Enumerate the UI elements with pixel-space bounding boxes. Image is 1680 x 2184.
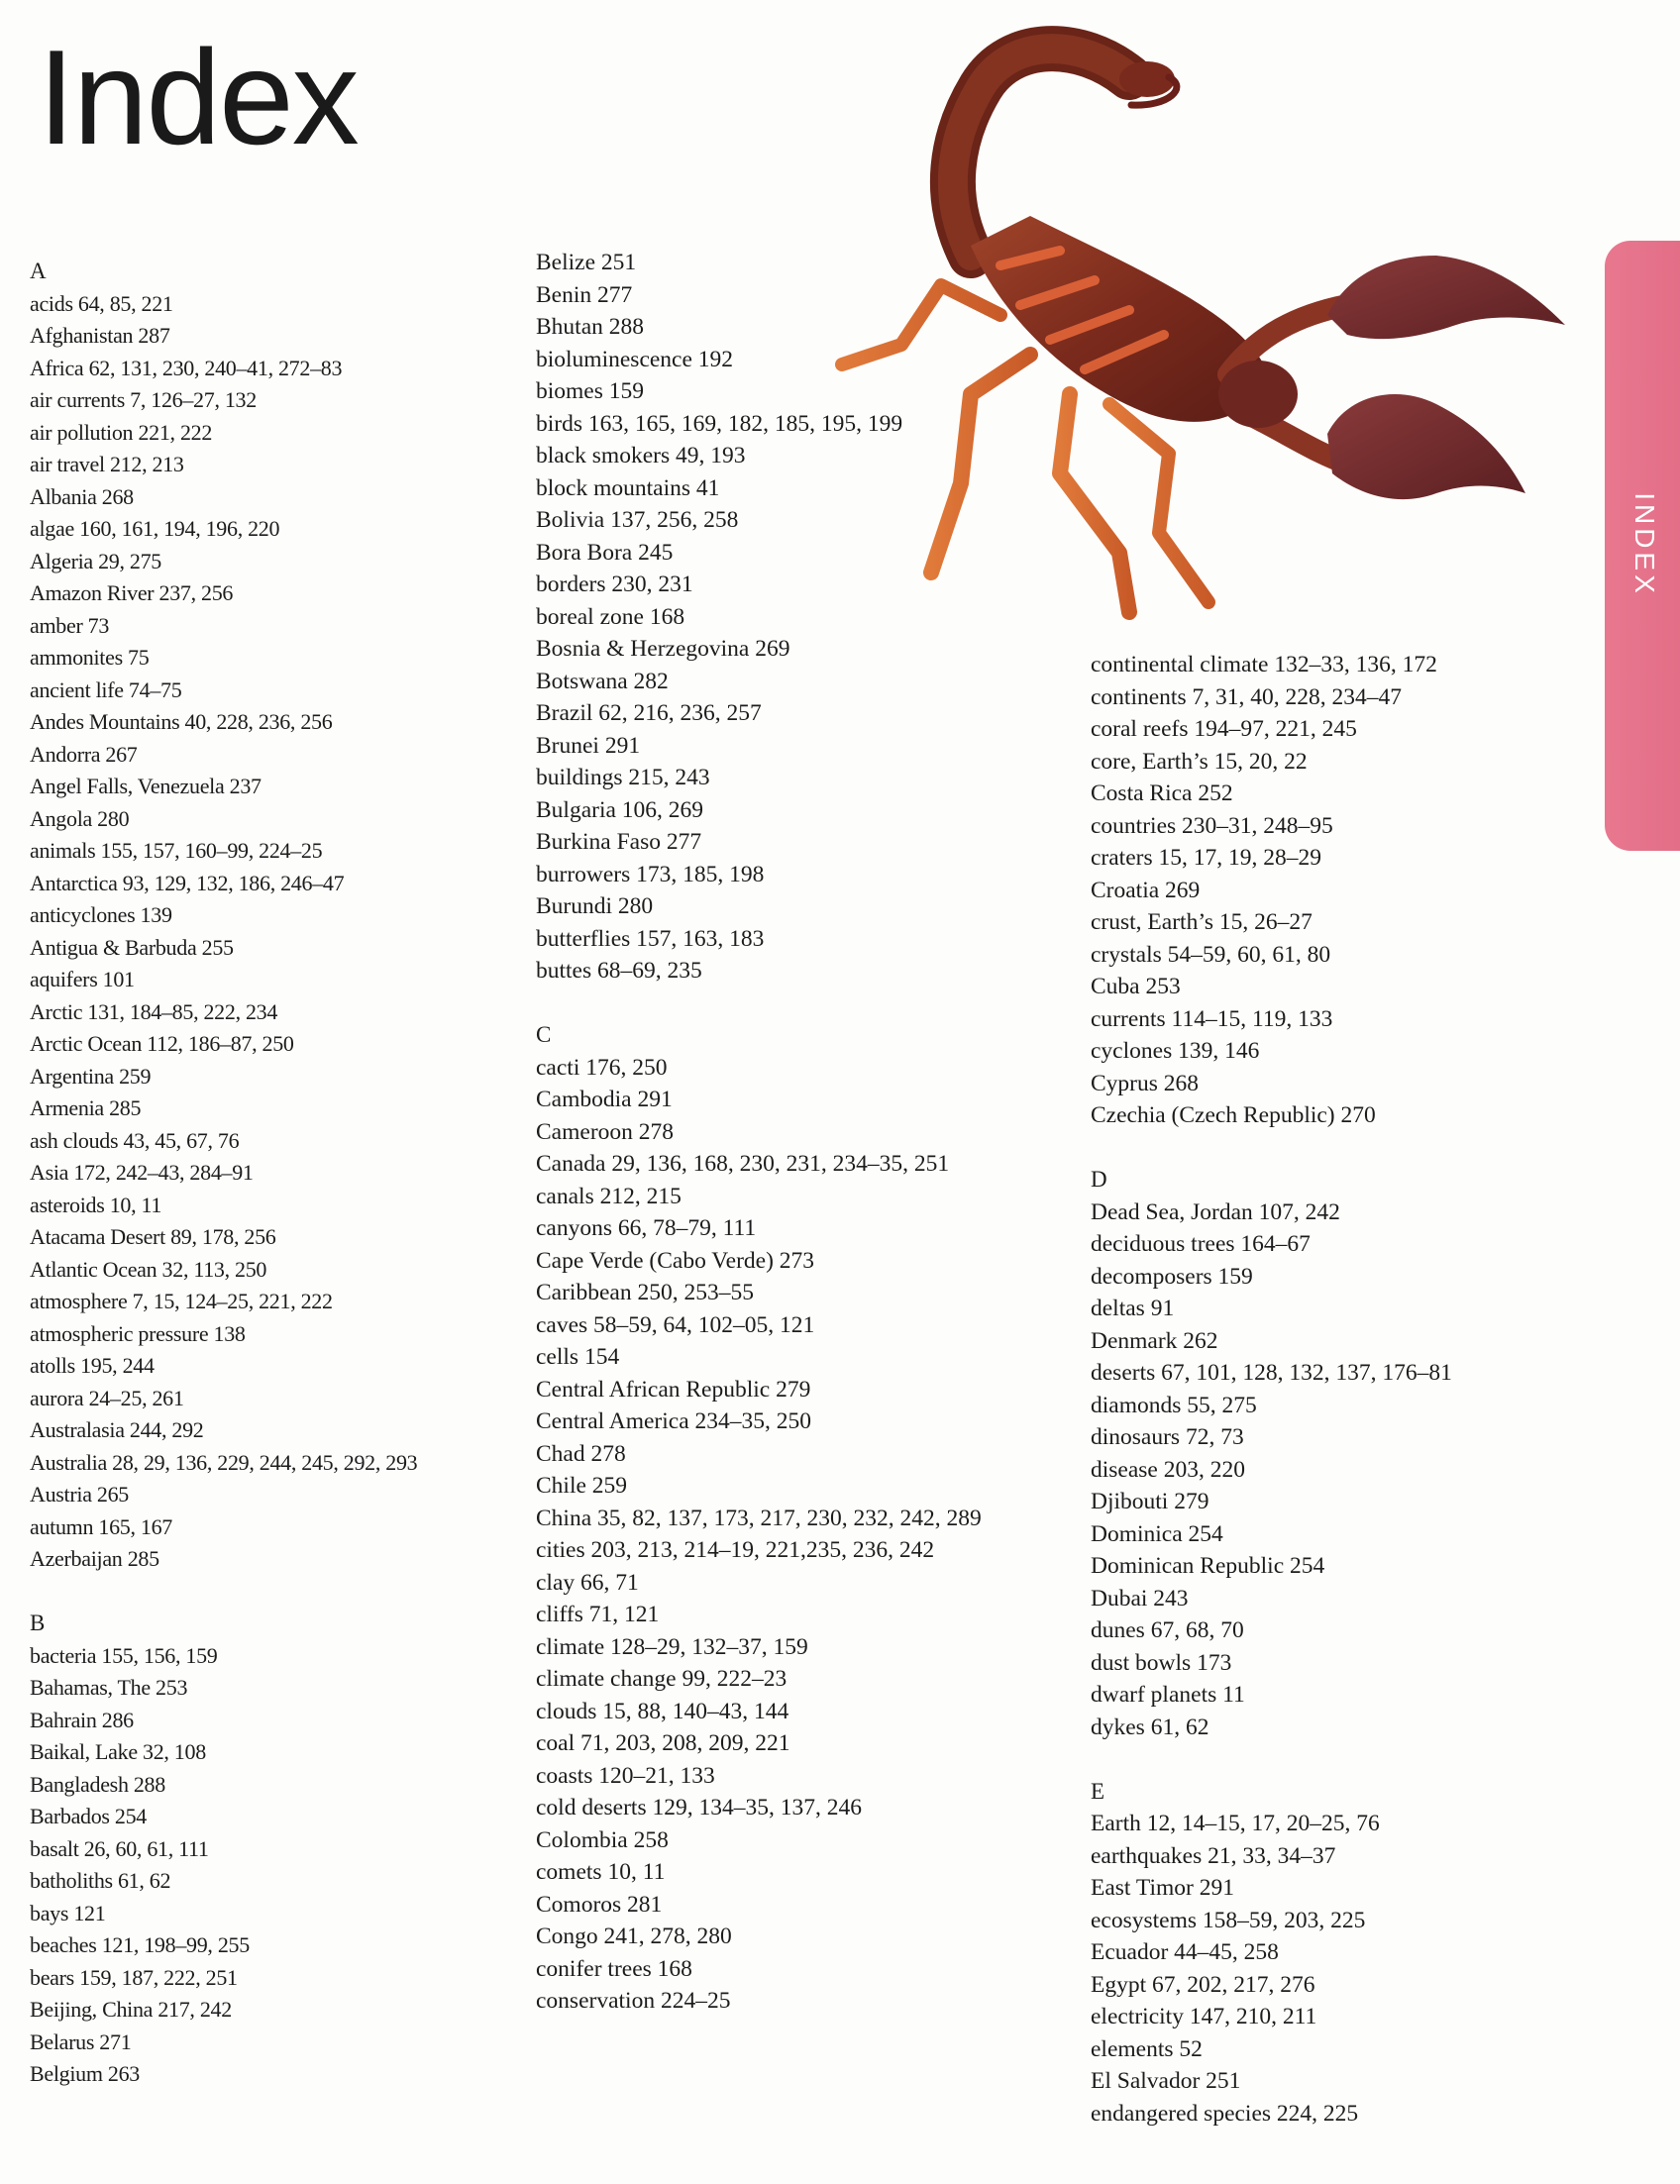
- index-letter-heading: D: [1091, 1167, 1107, 1192]
- index-entry: Chad 278: [536, 1440, 626, 1467]
- index-entry: decomposers 159: [1091, 1263, 1253, 1290]
- index-entry: Australasia 244, 292: [30, 1417, 204, 1442]
- index-entry: Afghanistan 287: [30, 323, 170, 348]
- index-entry: crystals 54–59, 60, 61, 80: [1091, 941, 1331, 968]
- index-entry: Dominica 254: [1091, 1520, 1223, 1547]
- index-letter-heading: B: [30, 1611, 46, 1635]
- index-entry: climate 128–29, 132–37, 159: [536, 1633, 808, 1660]
- index-entry: Cameroon 278: [536, 1118, 675, 1145]
- index-entry: asteroids 10, 11: [30, 1192, 162, 1217]
- index-entry: beaches 121, 198–99, 255: [30, 1932, 250, 1957]
- index-column-2: [536, 247, 1051, 2018]
- index-entry: elements 52: [1091, 2035, 1203, 2062]
- section-spacer: [1091, 1743, 1556, 1776]
- index-entry: Dominican Republic 254: [1091, 1553, 1325, 1579]
- index-entry: Burkina Faso 277: [536, 829, 702, 855]
- index-entry: cliffs 71, 121: [536, 1602, 660, 1627]
- index-entry: craters 15, 17, 19, 28–29: [1091, 845, 1321, 871]
- index-entry: endangered species 224, 225: [1091, 2100, 1359, 2127]
- index-entry: Bangladesh 288: [30, 1771, 165, 1797]
- index-entry: Belize 251: [536, 250, 637, 275]
- index-entry: Brazil 62, 216, 236, 257: [536, 700, 762, 726]
- index-entry: Baikal, Lake 32, 108: [30, 1739, 206, 1764]
- index-entry: ecosystems 158–59, 203, 225: [1091, 1907, 1366, 1933]
- index-entry: batholiths 61, 62: [30, 1868, 171, 1893]
- index-entry: Caribbean 250, 253–55: [536, 1280, 754, 1305]
- index-entry: Bora Bora 245: [536, 539, 674, 566]
- index-entry: Bolivia 137, 256, 258: [536, 507, 739, 533]
- index-entry: acids 64, 85, 221: [30, 290, 173, 316]
- index-entry: cold deserts 129, 134–35, 137, 246: [536, 1795, 862, 1820]
- index-entry: Amazon River 237, 256: [30, 580, 234, 605]
- index-entry: Azerbaijan 285: [30, 1546, 159, 1571]
- index-entry: Chile 259: [536, 1473, 628, 1499]
- index-entry: Dead Sea, Jordan 107, 242: [1091, 1198, 1340, 1225]
- index-entry: Cyprus 268: [1091, 1070, 1200, 1096]
- index-entry: Denmark 262: [1091, 1327, 1218, 1354]
- index-entry: Africa 62, 131, 230, 240–41, 272–83: [30, 355, 343, 380]
- index-entry: atolls 195, 244: [30, 1353, 155, 1378]
- index-entry: anticyclones 139: [30, 902, 172, 927]
- index-column-1: [30, 256, 495, 2091]
- index-entry: Colombia 258: [536, 1826, 669, 1853]
- index-entry: El Salvador 251: [1091, 2068, 1241, 2094]
- index-entry: Barbados 254: [30, 1804, 147, 1828]
- index-entry: conifer trees 168: [536, 1955, 692, 1982]
- index-entry: Angel Falls, Venezuela 237: [30, 774, 262, 798]
- index-entry: dwarf planets 11: [1091, 1682, 1245, 1708]
- index-entry: atmospheric pressure 138: [30, 1320, 246, 1346]
- index-entry: cacti 176, 250: [536, 1054, 668, 1081]
- index-entry: Angola 280: [30, 805, 130, 831]
- section-spacer: [30, 1576, 495, 1609]
- index-entry: Belarus 271: [30, 2028, 132, 2054]
- index-entry: Brunei 291: [536, 732, 641, 759]
- index-entry: Beijing, China 217, 242: [30, 1997, 232, 2022]
- index-entry: air pollution 221, 222: [30, 419, 213, 445]
- index-entry: continents 7, 31, 40, 228, 234–47: [1091, 683, 1402, 710]
- index-entry: deserts 67, 101, 128, 132, 137, 176–81: [1091, 1360, 1452, 1386]
- index-entry: coasts 120–21, 133: [536, 1762, 715, 1789]
- index-entry: Canada 29, 136, 168, 230, 231, 234–35, 251: [536, 1151, 950, 1177]
- index-entry: boreal zone 168: [536, 603, 685, 630]
- index-entry: bears 159, 187, 222, 251: [30, 1964, 238, 1990]
- index-entry: Djibouti 279: [1091, 1489, 1209, 1514]
- index-entry: basalt 26, 60, 61, 111: [30, 1835, 209, 1861]
- index-entry: caves 58–59, 64, 102–05, 121: [536, 1311, 815, 1338]
- index-entry: Czechia (Czech Republic) 270: [1091, 1102, 1376, 1128]
- index-entry: clouds 15, 88, 140–43, 144: [536, 1698, 789, 1724]
- index-entry: coal 71, 203, 208, 209, 221: [536, 1730, 790, 1756]
- index-entry: bays 121: [30, 1900, 106, 1925]
- index-entry: Bosnia & Herzegovina 269: [536, 636, 790, 662]
- index-entry: Australia 28, 29, 136, 229, 244, 245, 292, 293: [30, 1449, 418, 1475]
- index-entry: buttes 68–69, 235: [536, 958, 702, 984]
- index-entry: Andorra 267: [30, 741, 138, 767]
- index-letter-heading: C: [536, 1022, 552, 1047]
- index-entry: Algeria 29, 275: [30, 548, 161, 573]
- index-entry: air travel 212, 213: [30, 452, 184, 476]
- index-entry: countries 230–31, 248–95: [1091, 812, 1333, 839]
- index-entry: amber 73: [30, 612, 110, 638]
- index-entry: Arctic Ocean 112, 186–87, 250: [30, 1031, 294, 1056]
- index-entry: ash clouds 43, 45, 67, 76: [30, 1127, 240, 1153]
- index-entry: borders 230, 231: [536, 572, 693, 597]
- index-entry: Cambodia 291: [536, 1087, 673, 1112]
- index-entry: Bulgaria 106, 269: [536, 796, 704, 823]
- index-entry: Congo 241, 278, 280: [536, 1924, 732, 1949]
- index-entry: Atlantic Ocean 32, 113, 250: [30, 1256, 267, 1282]
- index-entry: Cape Verde (Cabo Verde) 273: [536, 1247, 815, 1274]
- index-entry: block mountains 41: [536, 474, 720, 501]
- index-entry: Comoros 281: [536, 1891, 663, 1918]
- index-entry: Arctic 131, 184–85, 222, 234: [30, 998, 278, 1024]
- index-entry: earthquakes 21, 33, 34–37: [1091, 1842, 1336, 1869]
- index-entry: aquifers 101: [30, 967, 135, 991]
- index-entry: disease 203, 220: [1091, 1456, 1245, 1483]
- index-entry: air currents 7, 126–27, 132: [30, 387, 257, 412]
- index-entry: crust, Earth’s 15, 26–27: [1091, 909, 1312, 935]
- index-entry: Egypt 67, 202, 217, 276: [1091, 1971, 1315, 1998]
- index-entry: dykes 61, 62: [1091, 1714, 1209, 1740]
- section-spacer: [536, 988, 1051, 1020]
- section-tab-label: INDEX: [1629, 492, 1661, 597]
- index-entry: cities 203, 213, 214–19, 221,235, 236, 242: [536, 1537, 935, 1563]
- page-title: Index: [38, 22, 358, 172]
- index-entry: aurora 24–25, 261: [30, 1385, 184, 1410]
- index-entry: Costa Rica 252: [1091, 780, 1233, 806]
- index-entry: birds 163, 165, 169, 182, 185, 195, 199: [536, 410, 903, 437]
- index-entry: electricity 147, 210, 211: [1091, 2004, 1317, 2029]
- index-entry: Antarctica 93, 129, 132, 186, 246–47: [30, 870, 345, 895]
- index-column-3: [1091, 649, 1556, 2130]
- index-entry: Albania 268: [30, 483, 134, 509]
- index-entry: Cuba 253: [1091, 974, 1181, 999]
- index-entry: coral reefs 194–97, 221, 245: [1091, 716, 1357, 742]
- index-entry: algae 160, 161, 194, 196, 220: [30, 516, 280, 541]
- index-letter-heading: A: [30, 259, 47, 283]
- index-entry: Andes Mountains 40, 228, 236, 256: [30, 709, 333, 734]
- index-entry: continental climate 132–33, 136, 172: [1091, 652, 1437, 677]
- index-entry: diamonds 55, 275: [1091, 1392, 1257, 1418]
- index-entry: Burundi 280: [536, 893, 654, 919]
- index-entry: Bhutan 288: [536, 314, 645, 340]
- index-entry: climate change 99, 222–23: [536, 1666, 788, 1692]
- index-entry: autumn 165, 167: [30, 1513, 172, 1539]
- index-entry: Benin 277: [536, 281, 633, 308]
- index-entry: Bahamas, The 253: [30, 1675, 188, 1700]
- index-entry: black smokers 49, 193: [536, 443, 746, 468]
- index-entry: Asia 172, 242–43, 284–91: [30, 1160, 254, 1185]
- index-entry: Austria 265: [30, 1482, 129, 1507]
- index-entry: Bahrain 286: [30, 1707, 134, 1732]
- index-entry: Croatia 269: [1091, 877, 1201, 903]
- index-entry: dinosaurs 72, 73: [1091, 1424, 1244, 1450]
- index-entry: Dubai 243: [1091, 1585, 1189, 1612]
- index-entry: comets 10, 11: [536, 1859, 666, 1885]
- index-entry: canals 212, 215: [536, 1183, 682, 1209]
- index-entry: clay 66, 71: [536, 1569, 639, 1596]
- index-entry: biomes 159: [536, 378, 645, 404]
- index-entry: burrowers 173, 185, 198: [536, 861, 765, 887]
- index-entry: Atacama Desert 89, 178, 256: [30, 1224, 276, 1249]
- index-entry: Earth 12, 14–15, 17, 20–25, 76: [1091, 1811, 1380, 1836]
- index-entry: butterflies 157, 163, 183: [536, 925, 765, 952]
- index-entry: buildings 215, 243: [536, 765, 710, 790]
- index-entry: ancient life 74–75: [30, 676, 182, 702]
- index-entry: bioluminescence 192: [536, 346, 734, 372]
- index-entry: currents 114–15, 119, 133: [1091, 1005, 1333, 1032]
- index-entry: ammonites 75: [30, 645, 150, 670]
- index-entry: China 35, 82, 137, 173, 217, 230, 232, 242, 289: [536, 1505, 982, 1531]
- index-entry: cells 154: [536, 1344, 620, 1370]
- index-entry: dunes 67, 68, 70: [1091, 1617, 1244, 1643]
- index-entry: Central America 234–35, 250: [536, 1408, 812, 1434]
- index-entry: Argentina 259: [30, 1063, 152, 1089]
- index-entry: Central African Republic 279: [536, 1376, 811, 1403]
- index-entry: canyons 66, 78–79, 111: [536, 1215, 757, 1241]
- index-entry: Belgium 263: [30, 2061, 140, 2086]
- index-entry: Antigua & Barbuda 255: [30, 934, 234, 960]
- index-entry: Botswana 282: [536, 668, 669, 694]
- index-entry: East Timor 291: [1091, 1875, 1234, 1901]
- index-entry: dust bowls 173: [1091, 1649, 1232, 1676]
- index-entry: bacteria 155, 156, 159: [30, 1642, 218, 1668]
- index-entry: Armenia 285: [30, 1095, 142, 1120]
- index-entry: conservation 224–25: [536, 1988, 731, 2014]
- index-entry: atmosphere 7, 15, 124–25, 221, 222: [30, 1289, 333, 1313]
- index-entry: core, Earth’s 15, 20, 22: [1091, 748, 1308, 775]
- section-spacer: [1091, 1132, 1556, 1165]
- index-entry: deltas 91: [1091, 1296, 1175, 1321]
- index-entry: cyclones 139, 146: [1091, 1038, 1260, 1064]
- index-entry: animals 155, 157, 160–99, 224–25: [30, 838, 323, 863]
- index-letter-heading: E: [1091, 1778, 1105, 1804]
- index-entry: Ecuador 44–45, 258: [1091, 1939, 1279, 1965]
- index-entry: deciduous trees 164–67: [1091, 1231, 1311, 1257]
